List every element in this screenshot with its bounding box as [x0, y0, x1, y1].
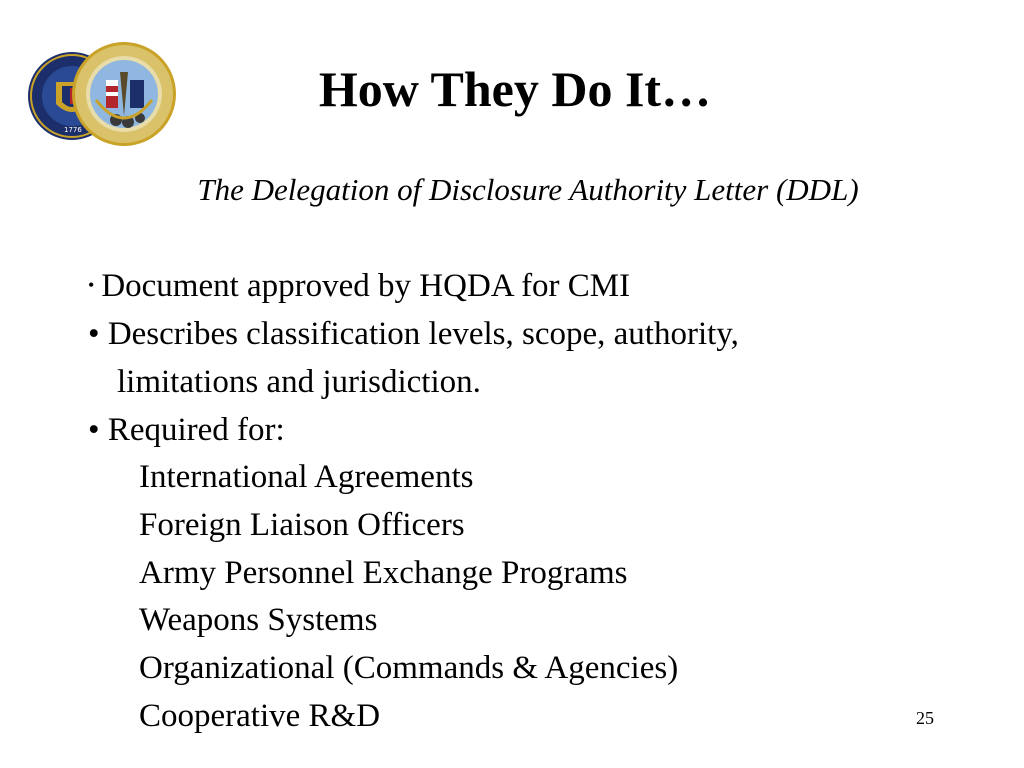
required-for-item: Army Personnel Exchange Programs — [139, 555, 628, 591]
required-for-item: Organizational (Commands & Agencies) — [139, 650, 679, 686]
bullet-item — [88, 270, 630, 303]
slide-subtitle: The Delegation of Disclosure Authority Letter (DDL) — [197, 172, 859, 207]
required-for-item: Cooperative R&D — [139, 698, 381, 734]
bullet-marker: • — [88, 275, 95, 295]
required-for-item: Foreign Liaison Officers — [139, 507, 465, 543]
svg-text:1776: 1776 — [64, 126, 82, 134]
bullet-text: Document approved by HQDA for CMI — [101, 268, 631, 304]
bullet-item — [88, 414, 285, 447]
bullet-item — [88, 318, 739, 351]
bullet-continuation: limitations and jurisdiction. — [117, 364, 481, 400]
department-of-the-army-seal — [72, 42, 176, 146]
bullet-marker: • — [88, 412, 100, 448]
slide-title: How They Do It… — [318, 61, 712, 117]
page-number: 25 — [916, 708, 934, 728]
army-seals-logo — [26, 24, 176, 166]
required-for-item: International Agreements — [139, 459, 474, 495]
bullet-text: Required for: — [107, 412, 285, 448]
bullet-marker: • — [88, 316, 100, 352]
required-for-item: Weapons Systems — [139, 602, 378, 638]
bullet-text: Describes classification levels, scope, authority, — [107, 316, 739, 352]
